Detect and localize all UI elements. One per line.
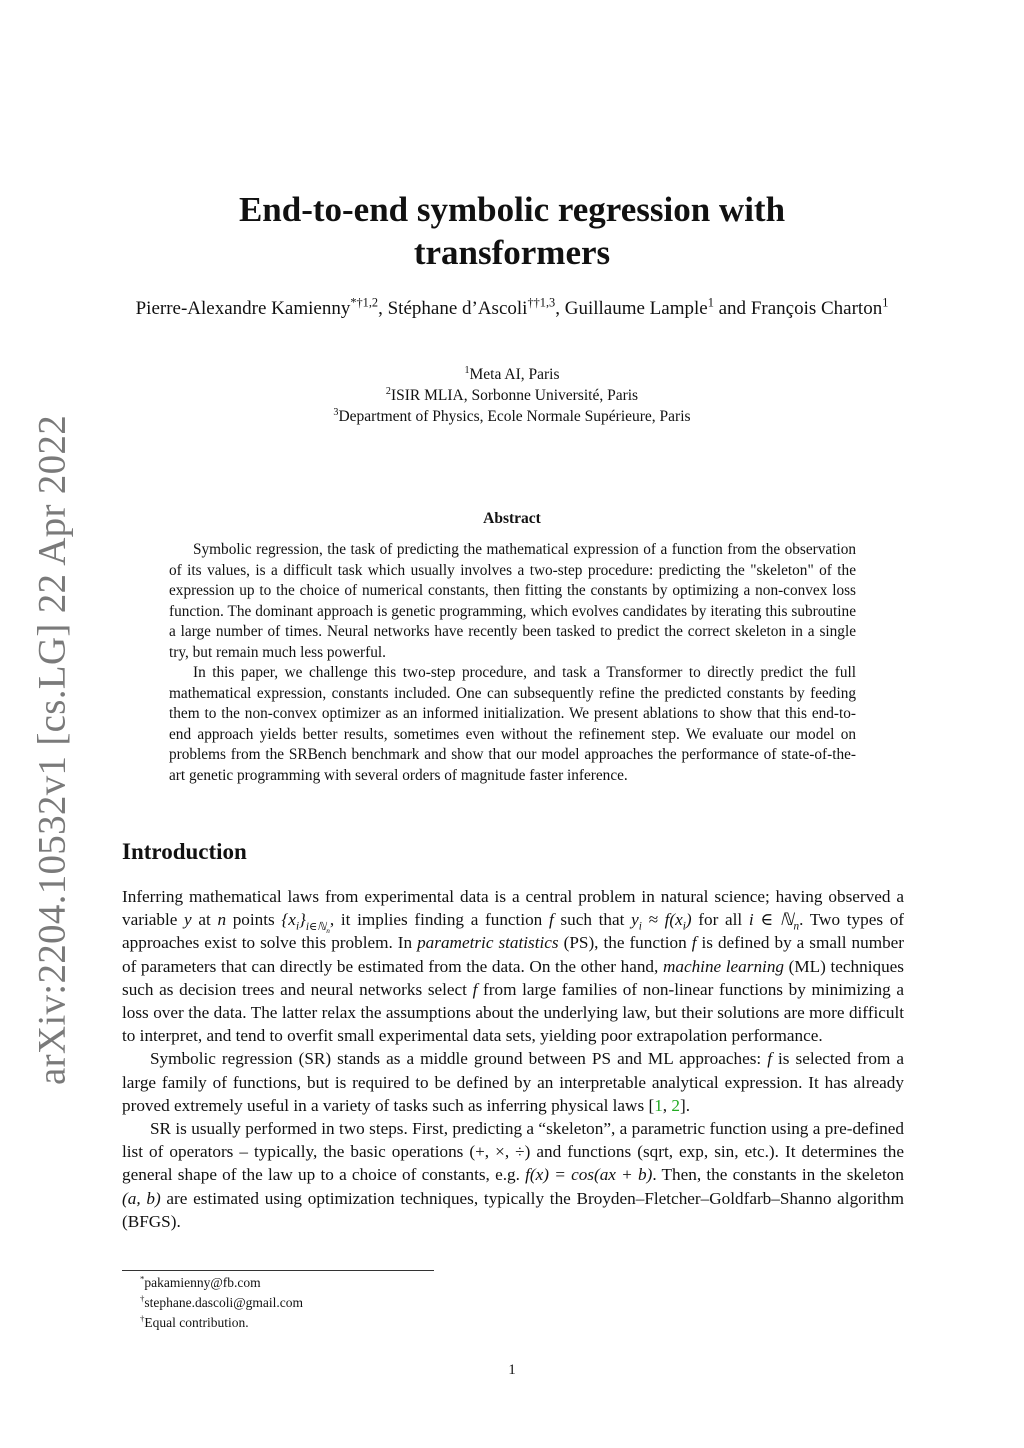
abstract-heading: Abstract <box>483 510 541 527</box>
math-expression: f(x) = cos(ax + b) <box>525 1165 653 1185</box>
footnote-mark: † <box>140 1313 145 1324</box>
intro-paragraph-2: Symbolic regression (SR) stands as a middle ground between PS and ML approaches: f is selected from a large family of functions, but is required to be defined by an interpretable analytical expression. It has already proved extremely useful in a variety of tasks such as inferring physical laws [1, 2]. <box>122 1049 904 1115</box>
introduction-heading: Introduction <box>122 839 247 864</box>
footnotes <box>140 1273 303 1333</box>
emphasis-term: parametric statistics <box>417 933 559 953</box>
affiliation-list <box>200 364 824 427</box>
footnote <box>140 1293 303 1313</box>
math-expression: (a, b) <box>122 1188 161 1208</box>
author-marks: *†1,2 <box>350 295 379 310</box>
affiliation-number: 1 <box>464 364 470 376</box>
abstract-body <box>169 540 856 786</box>
author-name: Guillaume Lample <box>564 298 708 319</box>
math-variable: f <box>767 1049 772 1069</box>
affiliation <box>200 385 824 406</box>
author-marks: 1 <box>882 295 889 310</box>
affiliation-number: 3 <box>333 406 339 418</box>
author-marks: ††1,3 <box>527 295 556 310</box>
citation-link[interactable]: 1 <box>654 1095 663 1115</box>
abstract-paragraph: In this paper, we challenge this two-step procedure, and task a Transformer to directly predict the full mathematical expression, constants included. One can subsequently refine the predicted constants by feeding them to the non-convex optimizer as an informed initialization. We present ablations to show that this end-to-end approach yields better results, sometimes even without the refinement step. We evaluate our model on problems from the SRBench benchmark and show that our model approaches the performance of state-of-the-art genetic programming with several orders of magnitude faster inference. <box>169 664 856 784</box>
footnote-divider <box>122 1270 434 1271</box>
math-variable: y <box>184 910 192 930</box>
abstract-paragraph: Symbolic regression, the task of predicting the mathematical expression of a function from the observation of its values, is a difficult task which usually involves a two-step procedure: predicting the "skeleton" of the expression up to the choice of numerical constants, then fitting the constants by optimizing a non-convex loss function. The dominant approach is genetic programming, which evolves candidates by iterating this subroutine a large number of times. Neural networks have recently been tasked to predict the correct skeleton in a single try, but remain much less powerful. <box>169 541 856 661</box>
intro-paragraph-3: SR is usually performed in two steps. First, predicting a “skeleton”, a parametric function using a pre-defined list of operators – typically, the basic operations (+, ×, ÷) and functions (sqrt, exp, sin, etc.). It determines the general shape of the law up to a choice of constants, e.g. f(x) = cos(ax + b). Then, the constants in the skeleton (a, b) are estimated using optimization techniques, typically the Broyden–Fletcher–Goldfarb–Shanno algorithm (BFGS). <box>122 1119 905 1231</box>
math-expression: i ∈ ℕ$_n$ <box>748 910 800 933</box>
author-name: François Charton <box>750 298 883 319</box>
emphasis-term: machine learning <box>662 956 785 976</box>
math-expression: $y_i \approx f(x_i)$ <box>631 910 692 933</box>
author-name: Pierre-Alexandre Kamienny <box>135 298 351 319</box>
page-number: 1 <box>508 1362 516 1378</box>
intro-paragraph-1: Inferring mathematical laws from experimental data is a central problem in natural science; having observed a variable y at n points $\{x_i\}_{i\in ℕ_n}$, it implies finding a function f such that $y_i \approx f(x_i)$ for all i ∈ ℕ$_n$. Two types of approaches exist to solve this problem. In parametric statistics (PS), the function f is defined by a small number of parameters that can directly be estimated from the data. On the other hand, machine learning (ML) techniques such as decision trees and neural networks select f from large families of non-linear functions by minimizing a loss over the data. The latter relax the assumptions about the underlying law, but their solutions are more difficult to interpret, and tend to overfit small experimental data sets, yielding poor extrapolation performance. <box>122 887 905 1046</box>
author-list <box>130 297 894 321</box>
footnote-mark: † <box>140 1293 145 1304</box>
math-variable: n <box>217 910 227 930</box>
footnote <box>140 1313 303 1333</box>
math-variable: f <box>548 910 554 930</box>
math-expression: (sqrt, exp, sin, <box>637 1142 739 1162</box>
paper-title: End-to-end symbolic regression with transformers <box>238 190 786 272</box>
author-separator: , <box>378 298 388 319</box>
affiliation-text: Meta AI, Paris <box>469 366 560 383</box>
author-separator: , <box>555 298 565 319</box>
footnote <box>140 1273 303 1293</box>
math-set: $\{x_i\}_{i\in ℕ_n}$ <box>281 910 330 935</box>
arxiv-identifier-stamp: arXiv:2204.10532v1 [cs.LG] 22 Apr 2022 <box>30 415 74 1085</box>
author-name: Stéphane d’Ascoli <box>387 298 528 319</box>
author-separator: and <box>713 298 751 319</box>
affiliation-text: ISIR MLIA, Sorbonne Université, Paris <box>390 387 639 404</box>
footnote-text: pakamienny@fb.com <box>144 1275 261 1290</box>
citation-link[interactable]: 2 <box>671 1095 680 1115</box>
introduction-body <box>122 885 904 1233</box>
math-variable: f <box>472 979 478 999</box>
affiliation <box>200 406 824 427</box>
footnote-text: stephane.dascoli@gmail.com <box>144 1295 304 1310</box>
footnote-text: Equal contribution. <box>144 1315 249 1330</box>
affiliation-number: 2 <box>385 385 391 397</box>
affiliation <box>200 364 824 385</box>
author-marks: 1 <box>707 295 714 310</box>
math-variable: f <box>691 933 697 953</box>
footnote-mark: * <box>140 1273 145 1284</box>
affiliation-text: Department of Physics, Ecole Normale Supérieure, Paris <box>338 408 691 425</box>
math-expression: (+, ×, ÷) <box>469 1142 531 1162</box>
